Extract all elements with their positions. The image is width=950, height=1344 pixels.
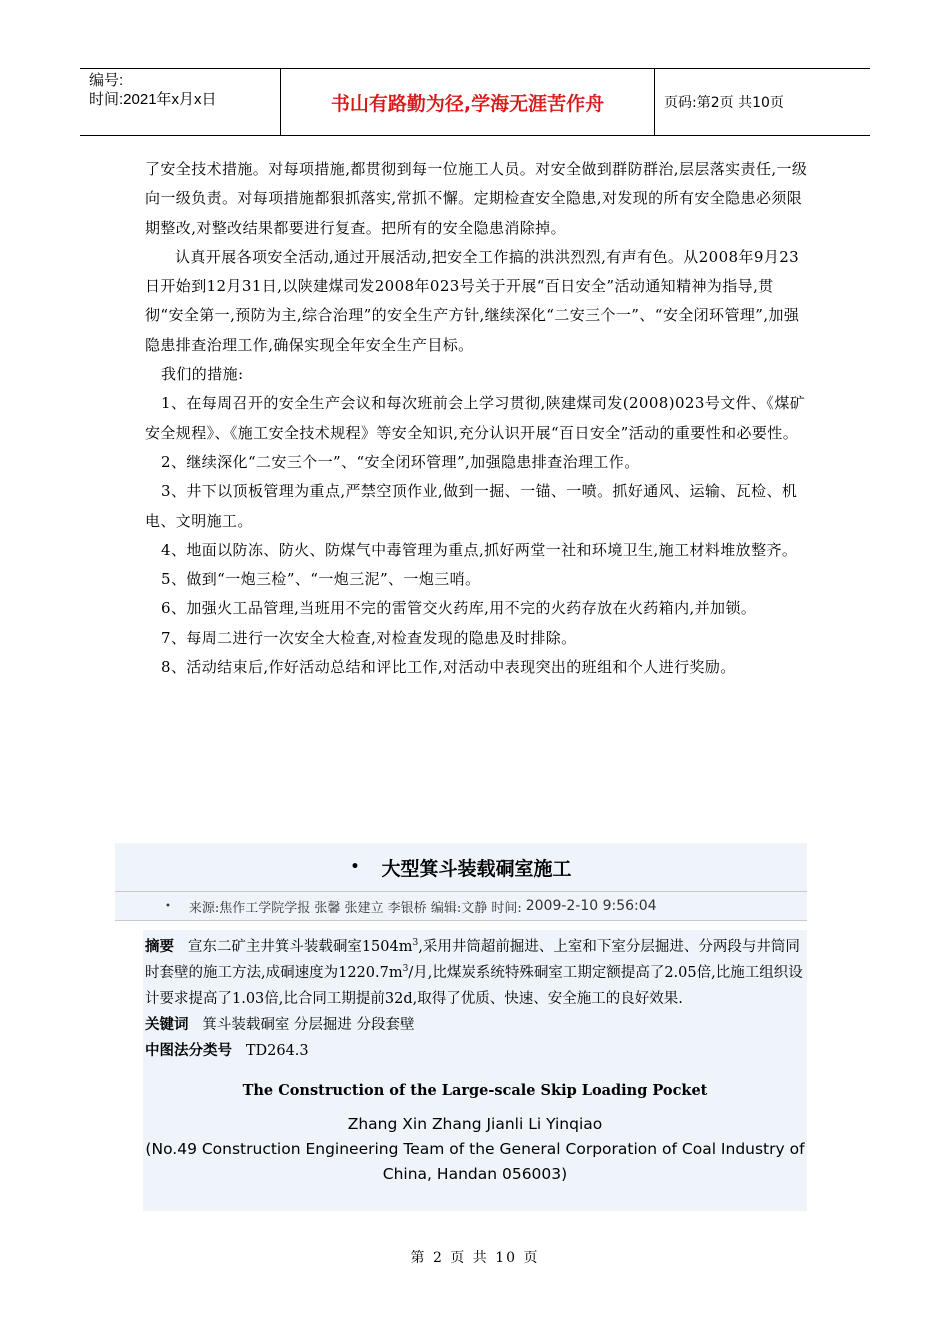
- keywords-label: 关键词: [145, 1017, 189, 1033]
- time-label: 时间:2021年x月x日: [89, 91, 217, 108]
- list-item: 6、加强火工品管理,当班用不完的雷管交火药库,用不完的火药存放在火药箱内,并加锁。: [161, 599, 757, 618]
- english-authors: Zhang Xin Zhang Jianli Li Yinqiao: [347, 1115, 603, 1133]
- abstract: [145, 934, 805, 1012]
- header-left-cell: [80, 69, 281, 135]
- article-body: [143, 930, 807, 1211]
- list-item: 7、每周二进行一次安全大检查,对检查发现的隐患及时排除。: [161, 628, 577, 647]
- paragraph: 了安全技术措施。对每项措施,都贯彻到每一位施工人员。对安全做到群防群治,层层落实责任,一级向一级负责。对每项措施都狠抓落实,常抓不懈。定期检查安全隐患,对发现的所有安全隐患必须限期整改,对整改结果都要进行复查。把所有的安全隐患消除掉。: [145, 160, 808, 237]
- keywords-text: 箕斗装载硐室 分层掘进 分段套壁: [202, 1017, 415, 1033]
- bullet-icon: •: [350, 859, 360, 875]
- abstract-label: 摘要: [145, 939, 174, 955]
- superscript: 3: [412, 938, 419, 949]
- abstract-text: /月,比煤炭系统特殊硐室工期定额提高了2.05倍,比施工组织设计要求提高了1.03倍,比合同工期提前32d,取得了优质、快速、安全施工的良好效果.: [145, 965, 803, 1007]
- page-label: 页码:第2页 共10页: [664, 95, 784, 111]
- article-title[interactable]: 大型箕斗装载硐室施工: [381, 857, 572, 880]
- list-item: 4、地面以防冻、防火、防煤气中毒管理为重点,抓好两堂一社和环境卫生,施工材料堆放整齐。: [161, 540, 798, 559]
- list-item: 5、做到“一炮三检”、“一炮三泥”、一炮三哨。: [161, 570, 481, 589]
- body-text: [145, 155, 810, 682]
- list-item: 8、活动结束后,作好活动总结和评比工作,对活动中表现突出的班组和个人进行奖励。: [161, 658, 736, 677]
- article-meta: [115, 892, 807, 921]
- classification: [145, 1038, 805, 1064]
- abstract-text: 宣东二矿主井箕斗装载硐室1504m: [187, 939, 413, 955]
- keywords: [145, 1012, 805, 1038]
- list-item: 1、在每周召开的安全生产会议和每次班前会上学习贯彻,陕建煤司发(2008)023号文件、《煤矿安全规程》、《施工安全技术规程》等安全知识,充分认识开展“百日安全”活动的重要性和必要性。: [145, 394, 806, 442]
- article-box: [115, 843, 807, 1211]
- paragraph: 认真开展各项安全活动,通过开展活动,把安全工作搞的洪洪烈烈,有声有色。从2008年9月23日开始到12月31日,以陕建煤司发2008年023号关于开展“百日安全”活动通知精神为指导,贯彻“安全第一,预防为主,综合治理”的安全生产方针,继续深化“二安三个一”、“安全闭环管理”,加强隐患排查治理工作,确保实现全年安全生产目标。: [145, 247, 800, 354]
- paragraph: 我们的措施:: [161, 365, 244, 384]
- english-affiliation: (No.49 Construction Engineering Team of the General Corporation of Coal Industry of China, Handan 056003): [145, 1140, 805, 1183]
- page-footer: 第 2 页 共 10 页: [410, 1250, 540, 1266]
- english-title: The Construction of the Large-scale Skip Loading Pocket: [242, 1082, 708, 1099]
- article-time: 2009-2-10 9:56:04: [525, 898, 657, 914]
- classification-code: TD264.3: [245, 1043, 309, 1059]
- number-label: 编号:: [89, 72, 124, 89]
- classification-label: 中图法分类号: [145, 1043, 232, 1059]
- article-source: 来源:焦作工学院学报 张馨 张建立 李银桥 编辑:文静 时间:: [188, 900, 522, 916]
- list-item: 3、井下以顶板管理为重点,严禁空顶作业,做到一掘、一锚、一喷。抓好通风、运输、瓦检、机电、文明施工。: [145, 482, 798, 530]
- article-title-bar: [115, 843, 807, 892]
- superscript: 3: [402, 964, 409, 975]
- motto: 书山有路勤为径,学海无涯苦作舟: [281, 69, 655, 135]
- bullet-icon: •: [165, 900, 171, 912]
- header-table: [80, 68, 870, 136]
- abstract-text: ,采用井筒超前掘进、上室和下室分层掘进、分两段与井筒同时套壁的施工方法,成硐速度为1220.7m: [145, 939, 800, 981]
- list-item: 2、继续深化“二安三个一”、“安全闭环管理”,加强隐患排查治理工作。: [161, 452, 640, 471]
